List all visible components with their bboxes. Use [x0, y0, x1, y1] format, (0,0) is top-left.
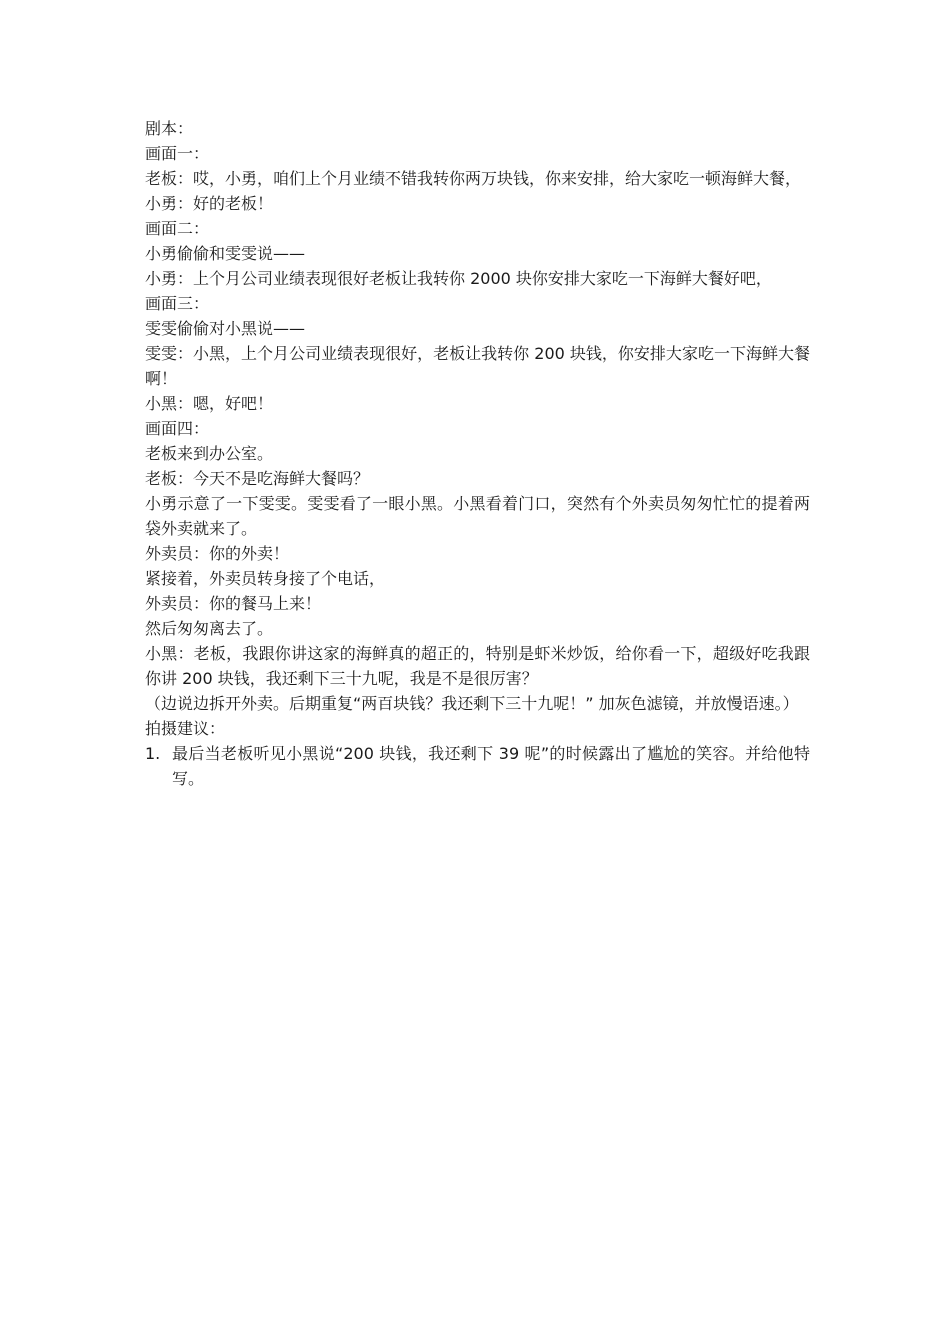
- scene-heading-4: 画面四：: [145, 419, 210, 438]
- list-item: [145, 741, 810, 791]
- stage-direction: 紧接着，外卖员转身接了个电话，: [145, 569, 386, 588]
- production-note: （边说边拆开外卖。后期重复“两百块钱？我还剩下三十九呢！” 加灰色滤镜，并放慢语速。）: [145, 694, 799, 713]
- dialogue-line: 小黑：老板，我跟你讲这家的海鲜真的超正的，特别是虾米炒饭，给你看一下，超级好吃我跟你讲 200 块钱，我还剩下三十九呢，我是不是很厉害？: [145, 644, 810, 688]
- dialogue-line: 小勇：上个月公司业绩表现很好老板让我转你 2000 块你安排大家吃一下海鲜大餐好吧，: [145, 269, 772, 288]
- list-number: 1.: [145, 744, 161, 763]
- heading-script: 剧本：: [145, 119, 194, 138]
- script-body: [145, 116, 810, 791]
- stage-direction: 小勇偷偷和雯雯说——: [145, 244, 306, 263]
- dialogue-line: 老板：今天不是吃海鲜大餐吗？: [145, 469, 370, 488]
- dialogue-line: 小勇：好的老板！: [145, 194, 274, 213]
- stage-direction: 然后匆匆离去了。: [145, 619, 274, 638]
- dialogue-line: 外卖员：你的外卖！: [145, 544, 290, 563]
- section-heading-suggestions: 拍摄建议：: [145, 719, 226, 738]
- stage-direction: 老板来到办公室。: [145, 444, 274, 463]
- scene-heading-1: 画面一：: [145, 144, 210, 163]
- scene-heading-2: 画面二：: [145, 219, 210, 238]
- dialogue-line: 外卖员：你的餐马上来！: [145, 594, 322, 613]
- dialogue-line: 雯雯：小黑，上个月公司业绩表现很好，老板让我转你 200 块钱，你安排大家吃一下海鲜大餐啊！: [145, 344, 810, 388]
- list-text: 最后当老板听见小黑说“200 块钱，我还剩下 39 呢”的时候露出了尴尬的笑容。并给他特写。: [172, 744, 810, 788]
- dialogue-line: 小黑：嗯，好吧！: [145, 394, 274, 413]
- stage-direction: 雯雯偷偷对小黑说——: [145, 319, 306, 338]
- dialogue-line: 老板：哎，小勇，咱们上个月业绩不错我转你两万块钱，你来安排，给大家吃一顿海鲜大餐，: [145, 169, 802, 188]
- scene-heading-3: 画面三：: [145, 294, 210, 313]
- stage-direction: 小勇示意了一下雯雯。雯雯看了一眼小黑。小黑看着门口，突然有个外卖员匆匆忙忙的提着两袋外卖就来了。: [145, 494, 810, 538]
